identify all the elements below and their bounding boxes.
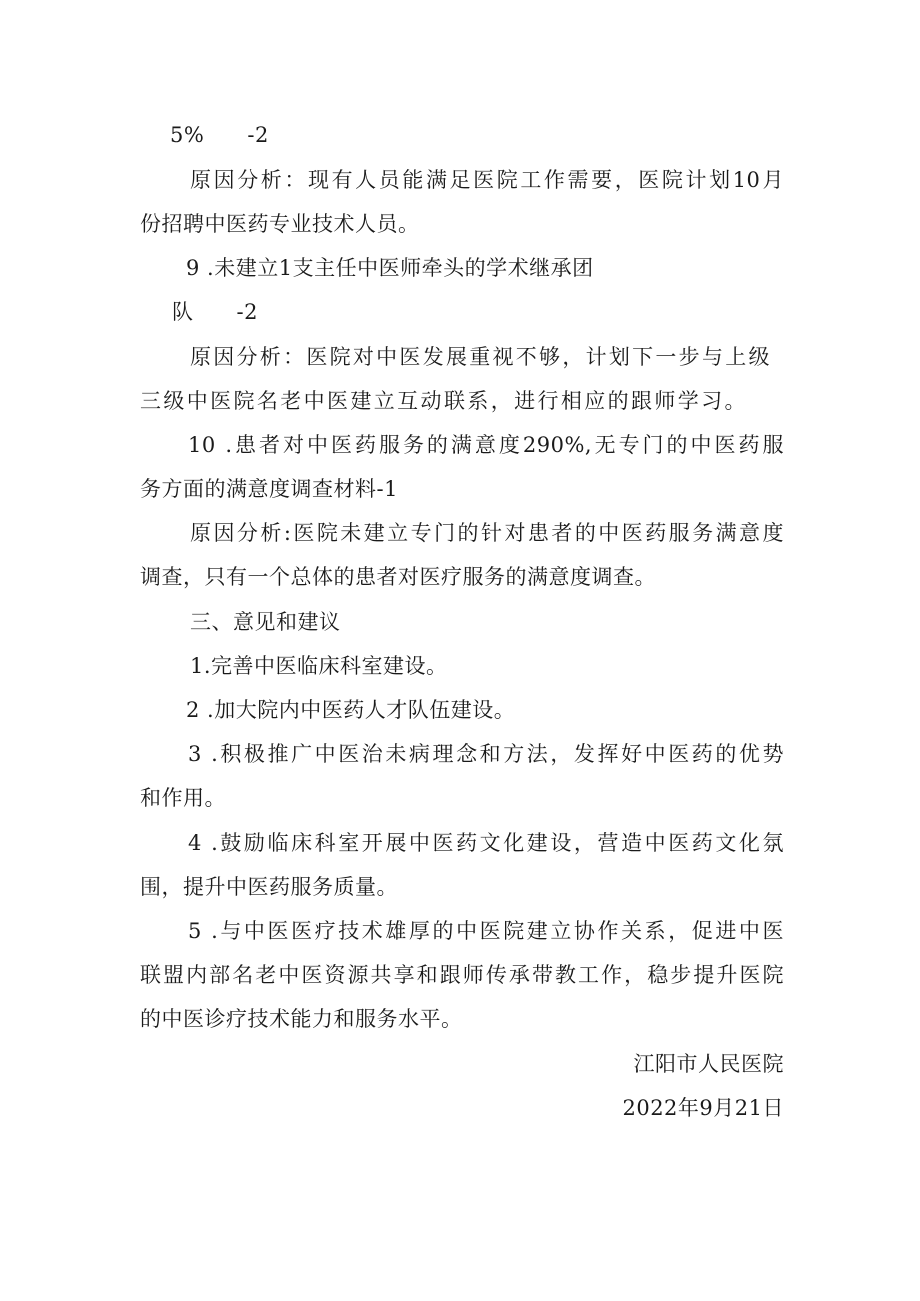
text-line: 的中医诊疗技术能力和服务水平。 — [140, 1007, 463, 1031]
text-line: 原因分析:医院未建立专门的针对患者的中医药服务满意度 — [190, 521, 784, 545]
text-line: 9 .未建立1支主任中医师牵头的学术继承团 — [186, 256, 594, 280]
list-item: 3 .积极推广中医治未病理念和方法，发挥好中医药的优势 — [188, 742, 784, 766]
list-item: 4 .鼓励临床科室开展中医药文化建设，营造中医药文化氛 — [188, 831, 784, 855]
list-item: 1.完善中医临床科室建设。 — [190, 654, 448, 678]
section-heading: 三、意见和建议 — [190, 610, 341, 634]
text-line: 三级中医院名老中医建立互动联系，进行相应的跟师学习。 — [140, 389, 746, 413]
text-line: 围，提升中医药服务质量。 — [140, 875, 398, 899]
text-line: 5% -2 — [170, 123, 269, 147]
text-line: 联盟内部名老中医资源共享和跟师传承带教工作，稳步提升医院 — [140, 963, 784, 987]
text-line: 原因分析：现有人员能满足医院工作需要，医院计划10月 — [190, 168, 784, 192]
text-line: 份招聘中医药专业技术人员。 — [140, 212, 420, 236]
list-item: 5 .与中医医疗技术雄厚的中医院建立协作关系，促进中医 — [188, 919, 784, 943]
text-line: 务方面的满意度调查材料-1 — [140, 477, 398, 501]
list-item: 2 .加大院内中医药人才队伍建设。 — [186, 698, 516, 722]
text-line: 10 .患者对中医药服务的满意度290%,无专门的中医药服 — [188, 433, 784, 457]
signature-organization: 江阳市人民医院 — [633, 1052, 784, 1076]
text-line: 调查，只有一个总体的患者对医疗服务的满意度调查。 — [140, 565, 656, 589]
signature-date: 2022年9月21日 — [622, 1096, 784, 1120]
text-line: 原因分析：医院对中医发展重视不够，计划下一步与上级 — [190, 345, 770, 369]
text-line: 队 -2 — [172, 300, 259, 324]
text-line: 和作用。 — [140, 786, 226, 810]
